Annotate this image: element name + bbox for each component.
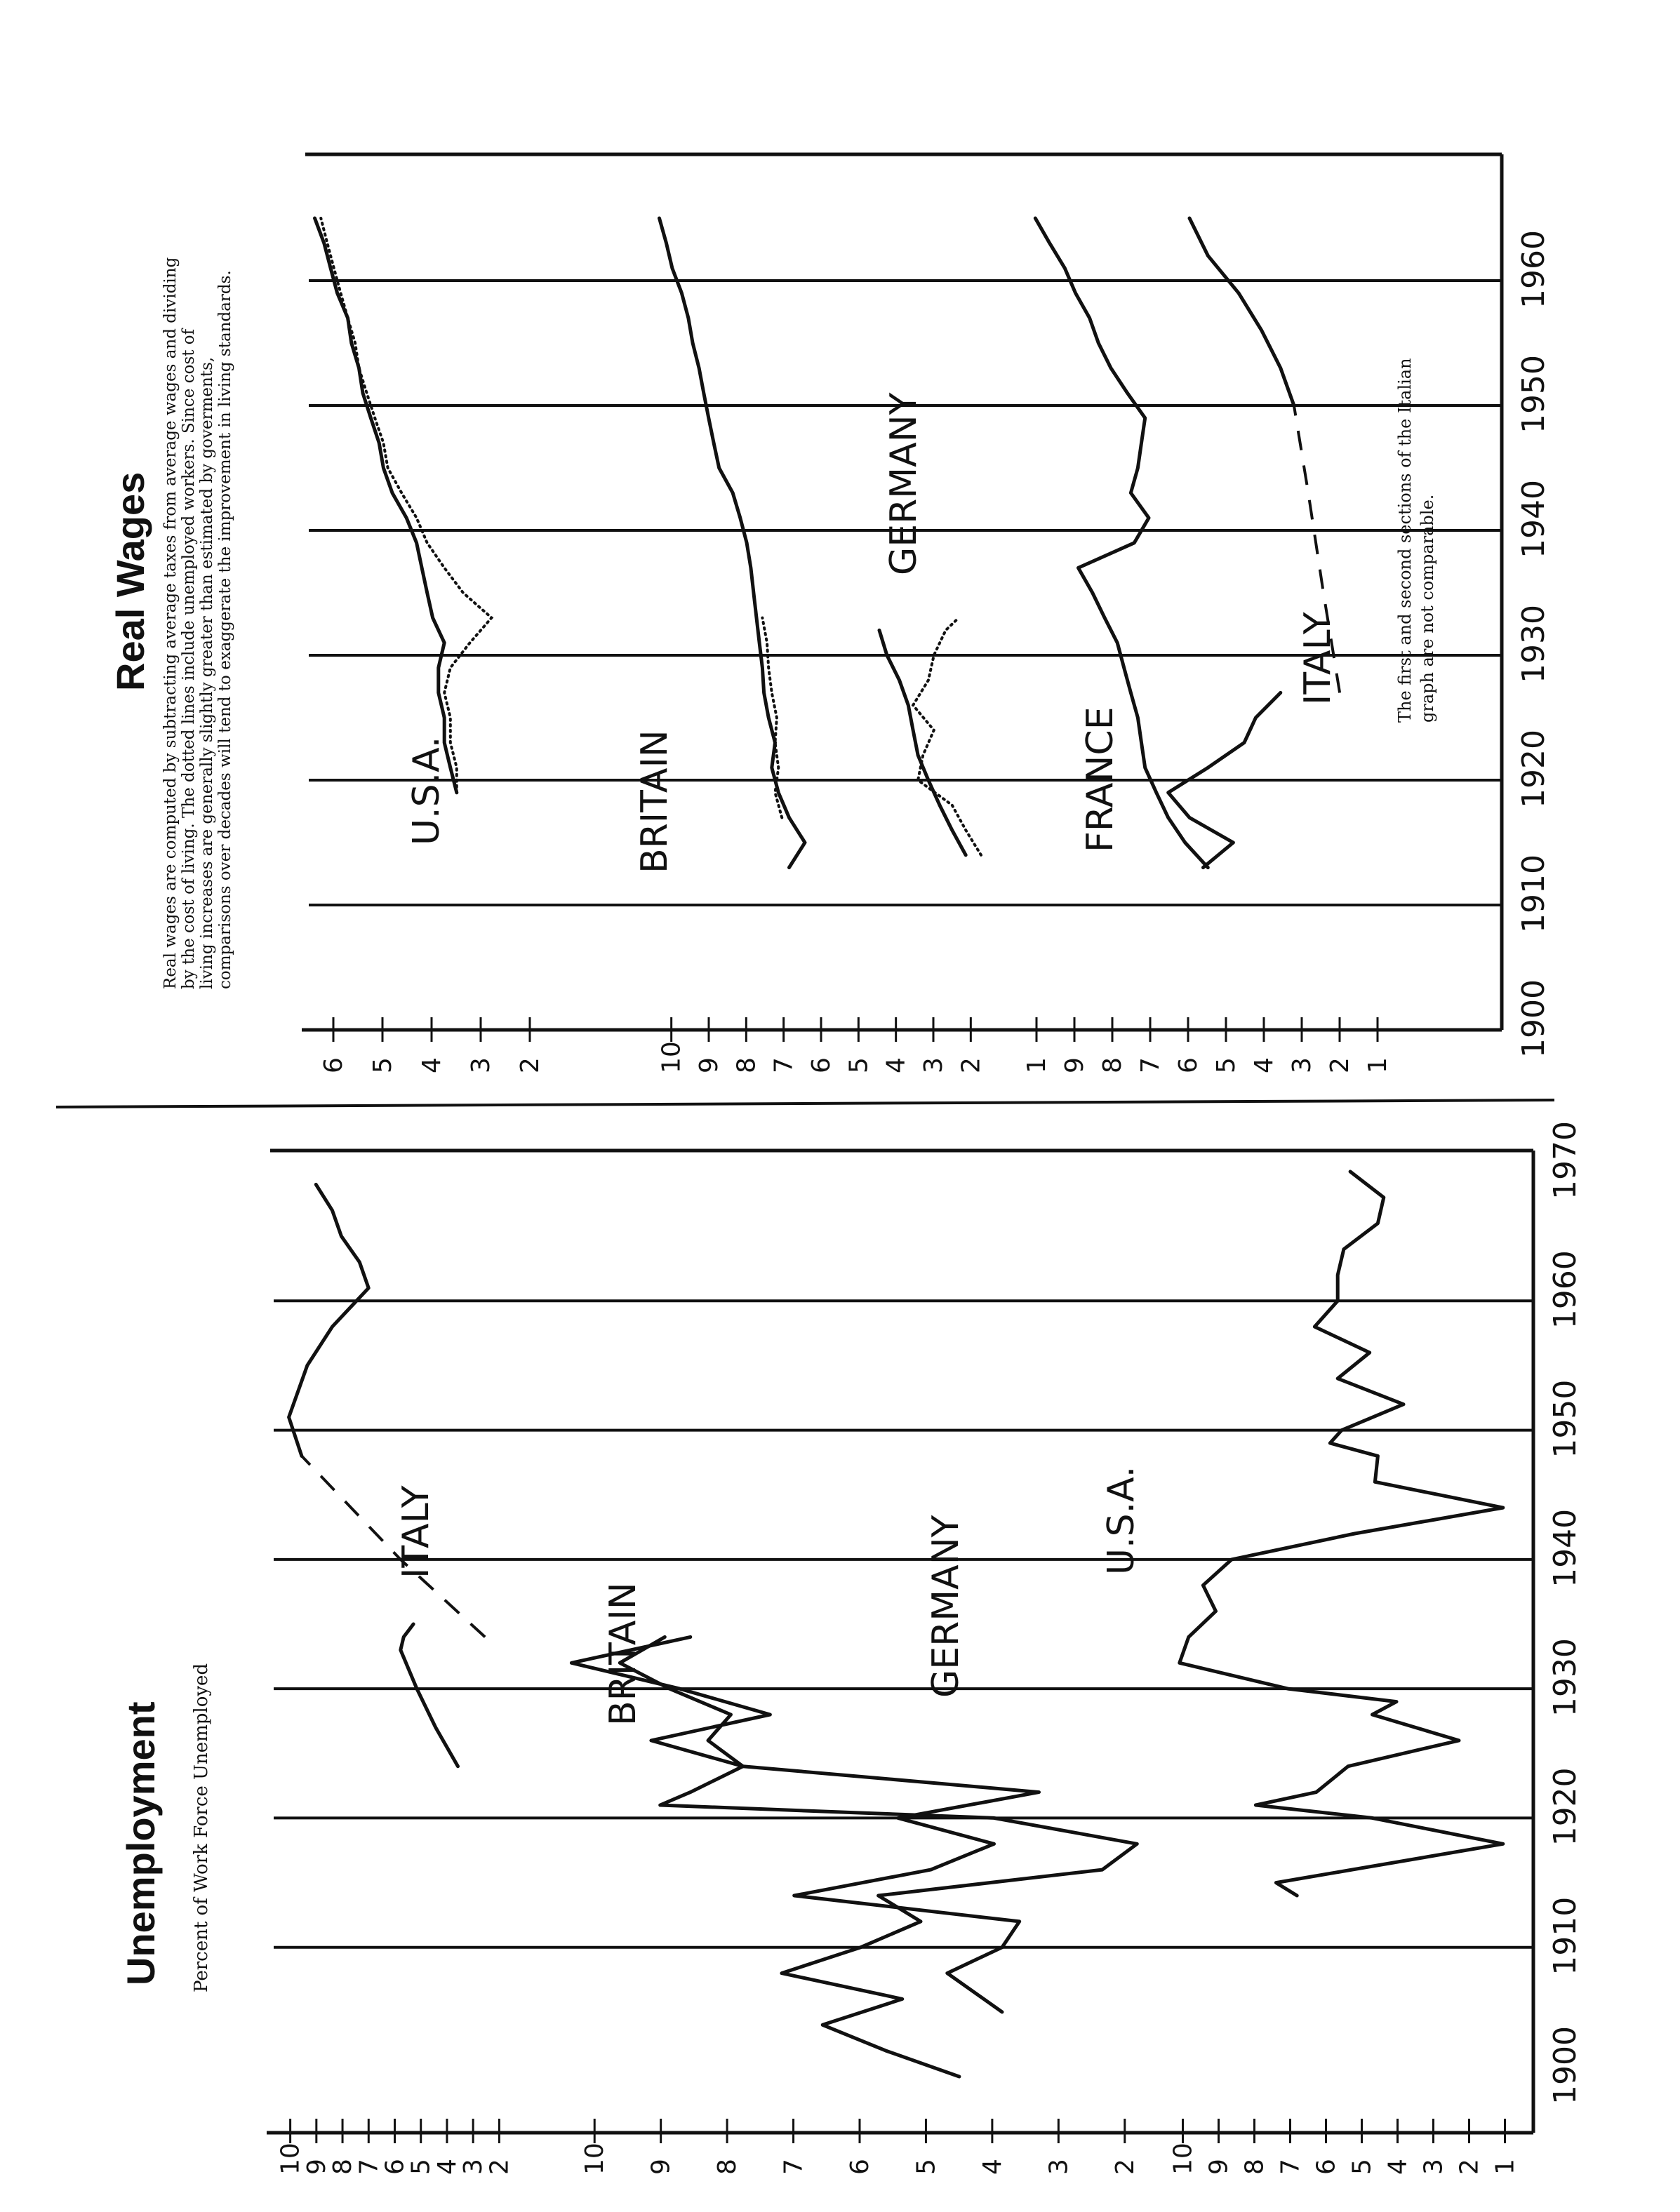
un-year-label-1970: 1970 <box>1547 1121 1583 1200</box>
un-scale-label-0-4: 6 <box>380 2159 410 2175</box>
un-scale-label-1-2: 8 <box>713 2159 742 2175</box>
rw-caption-line-0: Real wages are computed by subtracting average taxes from average wages and dividing <box>161 257 180 989</box>
unemployment-chart <box>119 1121 1583 2175</box>
rw-scale-label-0-0: 6 <box>319 1057 348 1073</box>
page-divider <box>56 1100 1554 1107</box>
rw-scale-label-0-4: 2 <box>516 1057 545 1073</box>
un-scale-label-0-7: 3 <box>459 2159 488 2175</box>
rw-scale-label-2-6: 4 <box>1250 1057 1279 1073</box>
rw-year-label-1910: 1910 <box>1516 854 1552 933</box>
rw-year-label-1930: 1930 <box>1516 605 1552 683</box>
un-italy-line-1 <box>401 1624 458 1767</box>
un-year-label-1940: 1940 <box>1547 1508 1583 1588</box>
rw-caption-line-1: by the cost of living. The dotted lines include unemployed workers. Since cost of <box>180 328 198 989</box>
un-britain-line <box>620 1637 1137 2077</box>
rw-italy-line-2 <box>1189 218 1294 405</box>
un-label-usa: U.S.A. <box>1100 1466 1142 1575</box>
unemployment-title: Unemployment <box>119 1701 163 1985</box>
rw-scale-label-0-1: 5 <box>368 1057 397 1073</box>
rw-scale-label-2-3: 7 <box>1136 1057 1165 1073</box>
rw-scale-label-2-0: 1 <box>1022 1057 1051 1073</box>
un-scale-label-0-8: 2 <box>485 2159 514 2175</box>
un-year-label-1900: 1900 <box>1547 2026 1583 2105</box>
un-scale-label-0-1: 9 <box>302 2159 331 2175</box>
rw-label-italy: ITALY <box>1297 612 1339 705</box>
un-scale-label-1-5: 5 <box>912 2159 941 2175</box>
rw-year-label-1960: 1960 <box>1516 230 1552 309</box>
un-italy-dashed-line <box>302 1456 485 1637</box>
rw-year-label-1950: 1950 <box>1516 355 1552 434</box>
rw-year-label-1940: 1940 <box>1516 480 1552 558</box>
rw-scale-label-1-5: 5 <box>844 1057 874 1073</box>
rw-scale-ticks <box>319 1017 1392 1073</box>
un-scale-label-1-3: 7 <box>779 2159 808 2175</box>
un-scale-label-2-6: 4 <box>1383 2159 1413 2175</box>
un-label-italy: ITALY <box>395 1485 437 1578</box>
un-scale-label-2-2: 8 <box>1240 2159 1269 2175</box>
rw-label-france: FRANCE <box>1079 706 1121 852</box>
un-label-germany: GERMANY <box>925 1515 967 1698</box>
un-year-label-1920: 1920 <box>1547 1767 1583 1846</box>
un-scale-label-2-5: 5 <box>1347 2159 1377 2175</box>
un-scale-label-0-3: 7 <box>354 2159 384 2175</box>
un-scale-label-1-8: 2 <box>1110 2159 1140 2175</box>
rw-scale-label-0-2: 4 <box>418 1057 446 1073</box>
rw-scale-label-1-0: 10 <box>657 1041 686 1073</box>
rw-britain-dotted-line <box>762 618 782 818</box>
rw-usa-dotted-line <box>321 218 491 793</box>
rw-scale-label-2-1: 9 <box>1060 1057 1089 1073</box>
un-scale-label-0-5: 5 <box>406 2159 436 2175</box>
un-scale-label-1-7: 3 <box>1044 2159 1074 2175</box>
un-scale-label-2-3: 7 <box>1276 2159 1305 2175</box>
rw-scale-label-1-7: 3 <box>919 1057 948 1073</box>
unemployment-subtitle: Percent of Work Force Unemployed <box>191 1663 212 1992</box>
rw-scale-label-1-3: 7 <box>769 1057 799 1073</box>
rw-usa-line <box>315 218 457 793</box>
rw-label-usa: U.S.A. <box>406 736 448 845</box>
un-year-label-1910: 1910 <box>1547 1896 1583 1976</box>
un-scale-label-2-4: 6 <box>1312 2159 1341 2175</box>
rw-britain-line <box>660 218 806 868</box>
rw-footnote-line-0: The first and second sections of the Italian <box>1395 358 1415 723</box>
real-wages-caption <box>161 257 234 989</box>
rw-france-line <box>1035 218 1208 868</box>
rw-label-germany: GERMANY <box>883 392 925 575</box>
un-scale-label-0-0: 10 <box>276 2143 305 2175</box>
un-scale-label-1-6: 4 <box>978 2159 1007 2175</box>
rw-footnote-line-1: graph are not comparable. <box>1418 494 1437 723</box>
un-italy-line-2 <box>289 1184 369 1456</box>
un-scale-label-2-9: 1 <box>1491 2159 1520 2175</box>
rw-scale-label-1-2: 8 <box>732 1057 761 1073</box>
rw-scale-label-1-1: 9 <box>695 1057 724 1073</box>
rw-caption-line-3: comparisons over decades will tend to exaggerate the improvement in living standards. <box>216 270 234 989</box>
rw-footnote <box>1395 358 1437 723</box>
rw-scale-label-1-8: 2 <box>956 1057 986 1073</box>
rw-scale-label-2-9: 1 <box>1364 1057 1392 1073</box>
real-wages-title: Real Wages <box>108 471 152 691</box>
rw-year-label-1920: 1920 <box>1516 730 1552 808</box>
un-year-label-1960: 1960 <box>1547 1250 1583 1329</box>
un-scale-label-0-6: 4 <box>432 2159 462 2175</box>
un-scale-label-1-1: 9 <box>646 2159 676 2175</box>
un-scale-ticks <box>276 2119 1520 2175</box>
rw-label-britain: BRITAIN <box>634 730 676 873</box>
un-scale-label-2-7: 3 <box>1419 2159 1448 2175</box>
rw-year-label-1900: 1900 <box>1516 979 1552 1058</box>
un-label-britain: BRITAIN <box>602 1582 644 1726</box>
rw-germany-line <box>879 630 966 854</box>
rw-scale-label-2-8: 2 <box>1326 1057 1354 1073</box>
rw-year-gridlines <box>309 281 1502 905</box>
real-wages-chart <box>108 154 1552 1073</box>
rw-scale-label-1-4: 6 <box>807 1057 836 1073</box>
un-year-label-1950: 1950 <box>1547 1379 1583 1459</box>
un-usa-line <box>1180 1172 1503 1896</box>
un-year-label-1930: 1930 <box>1547 1638 1583 1717</box>
rw-scale-label-0-3: 3 <box>467 1057 495 1073</box>
un-scale-label-1-0: 10 <box>580 2143 610 2175</box>
rw-scale-label-2-5: 5 <box>1212 1057 1241 1073</box>
rw-scale-label-2-4: 6 <box>1174 1057 1203 1073</box>
un-scale-label-2-1: 9 <box>1204 2159 1234 2175</box>
rw-caption-line-2: living increases are generally slightly greater than estimated by goverments, <box>198 356 216 989</box>
un-scale-label-1-4: 6 <box>846 2159 874 2175</box>
un-scale-label-2-8: 2 <box>1455 2159 1484 2175</box>
un-scale-label-2-0: 10 <box>1168 2143 1198 2175</box>
rw-scale-label-2-7: 3 <box>1288 1057 1316 1073</box>
un-scale-label-0-2: 8 <box>328 2159 358 2175</box>
rw-scale-label-1-6: 4 <box>881 1057 911 1073</box>
un-year-labels <box>1547 1121 1583 2105</box>
rw-scale-label-2-2: 8 <box>1098 1057 1127 1073</box>
un-year-gridlines <box>274 1301 1533 1947</box>
rw-year-labels <box>1516 230 1552 1058</box>
